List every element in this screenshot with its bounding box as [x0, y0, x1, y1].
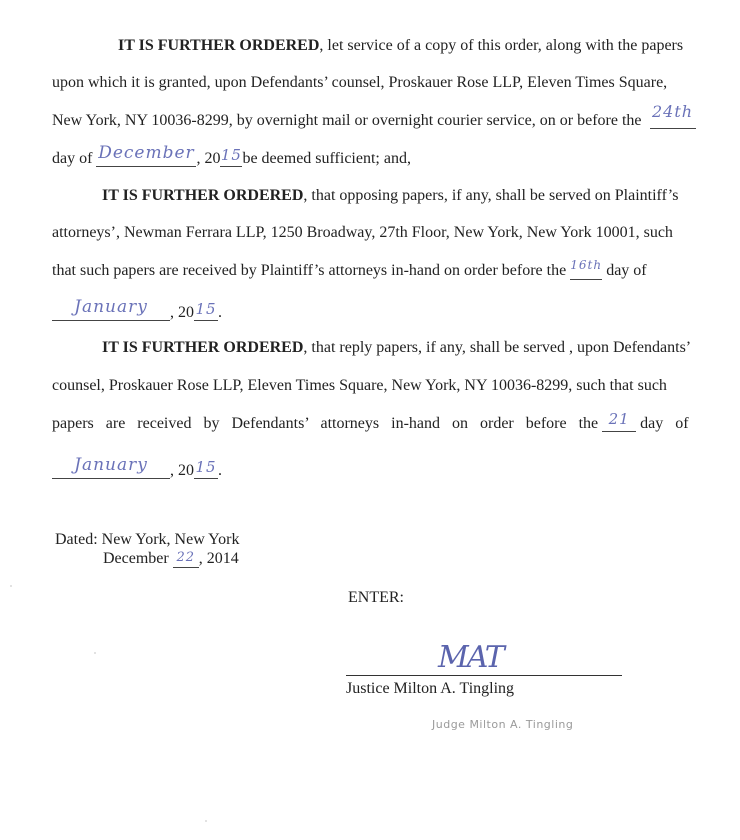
ordered-heading: IT IS FURTHER ORDERED — [102, 339, 304, 356]
handwritten-day-field: 16th — [570, 261, 602, 280]
scan-speck — [10, 585, 12, 587]
signature-line — [346, 675, 622, 676]
handwritten-month-field: January — [52, 302, 170, 321]
handwritten-day-field: 21 — [602, 413, 636, 432]
paragraph-3-line-2: counsel, Proskauer Rose LLP, Eleven Times Square, New York, NY 10036-8299, such that such — [52, 377, 667, 394]
scan-speck — [94, 652, 96, 654]
paragraph-1-line-2: upon which it is granted, upon Defendants’ counsel, Proskauer Rose LLP, Eleven Times Square, — [52, 74, 668, 91]
handwritten-year-field: 15 — [194, 302, 218, 321]
paragraph-1-line-3: New York, NY 10036-8299, by overnight mail or overnight courier service, on or before the 24th — [52, 110, 696, 131]
judge-signature: MAT — [438, 640, 503, 675]
dated-location: Dated: New York, New York — [55, 531, 240, 548]
handwritten-month-field: December — [96, 148, 196, 167]
judge-name: Justice Milton A. Tingling — [346, 680, 515, 697]
paragraph-2-line-1: IT IS FURTHER ORDERED, that opposing papers, if any, shall be served on Plaintiff’s — [102, 187, 679, 204]
paragraph-1-line-4: day of December , 2015be deemed sufficient; and, — [52, 143, 411, 167]
paragraph-2-line-2: attorneys’, Newman Ferrara LLP, 1250 Broadway, 27th Floor, New York, New York 10001, such — [52, 224, 673, 241]
paragraph-1-line-1: IT IS FURTHER ORDERED, let service of a copy of this order, along with the papers — [118, 37, 684, 54]
handwritten-day-field: 22 — [173, 549, 199, 568]
paragraph-2-line-4: January , 2015. — [52, 302, 222, 323]
judge-stamp: Judge Milton A. Tingling — [432, 718, 574, 731]
scan-speck — [205, 820, 207, 822]
paragraph-3-line-3: papers are received by Defendants’ attorneys in-hand on order before the 21 day of — [52, 410, 689, 432]
handwritten-month-field: January — [52, 460, 170, 479]
handwritten-year-field: 15 — [220, 148, 242, 167]
handwritten-day-field: 24th — [650, 110, 696, 129]
dated-date: December 22 , 2014 — [103, 550, 239, 567]
paragraph-3-line-1: IT IS FURTHER ORDERED, that reply papers, if any, shall be served , upon Defendants’ — [102, 339, 692, 356]
ordered-heading: IT IS FURTHER ORDERED — [102, 187, 304, 204]
paragraph-3-line-4: January , 2015. — [52, 460, 222, 481]
ordered-heading: IT IS FURTHER ORDERED — [118, 37, 320, 54]
enter-label: ENTER: — [348, 589, 404, 606]
paragraph-2-line-3: that such papers are received by Plaintiff’s attorneys in-hand on order before the 16th day of — [52, 258, 647, 279]
handwritten-year-field: 15 — [194, 460, 218, 479]
